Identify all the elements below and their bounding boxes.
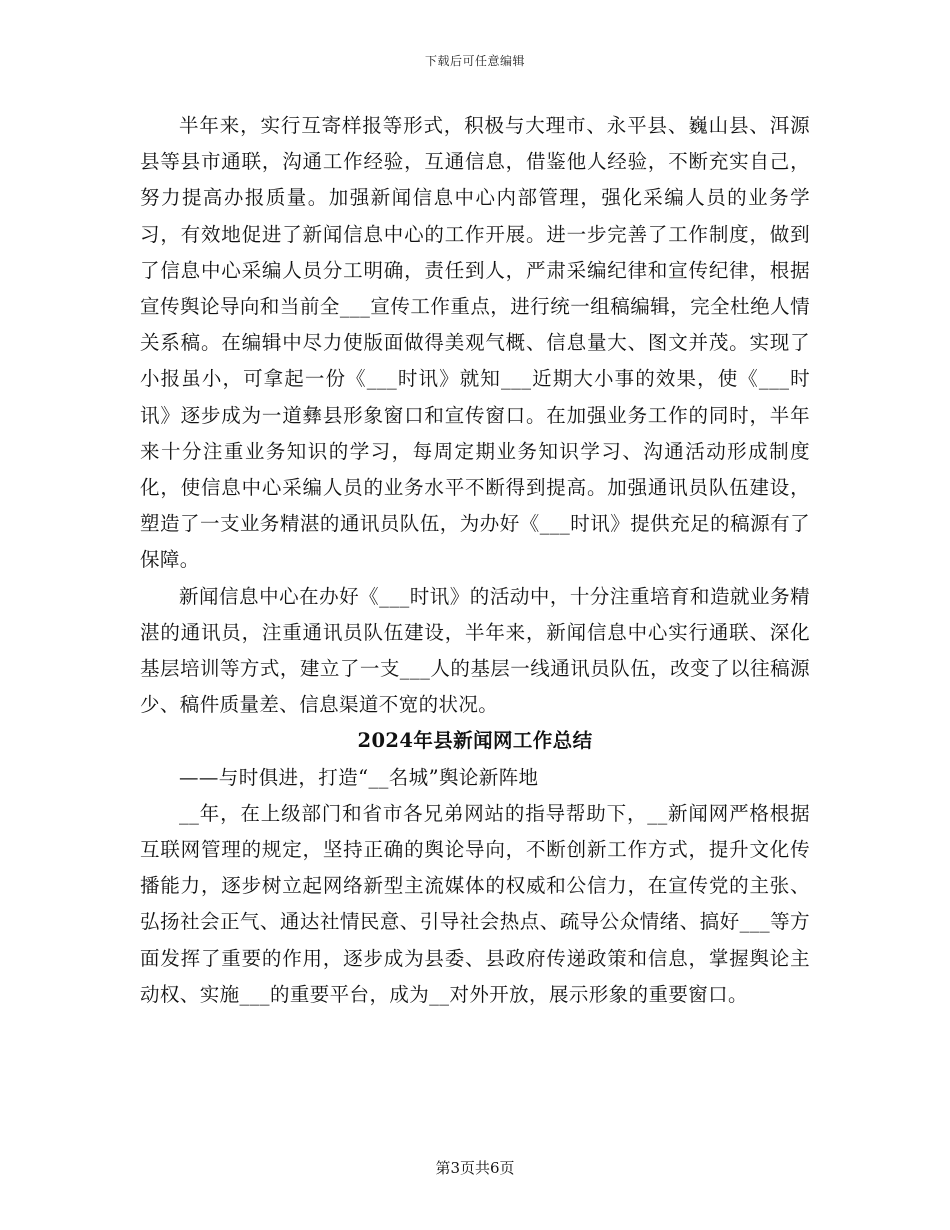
document-body [140, 108, 810, 1013]
paragraph: __年，在上级部门和省市各兄弟网站的指导帮助下，__新闻网严格根据互联网管理的规定，坚持正确的舆论导向，不断创新工作方式，提升文化传播能力，逐步树立起网络新型主流媒体的权威和公信力，在宣传党的主张、弘扬社会正气、通达社情民意、引导社会热点、疏导公众情绪、搞好___等方面发挥了重要的作用，逐步成为县委、县政府传递政策和信息，掌握舆论主动权、实施___的重要平台，成为__对外开放，展示形象的重要窗口。 [140, 801, 810, 1006]
header-note: 下载后可任意编辑 [424, 54, 525, 68]
paragraph: 半年来，实行互寄样报等形式，积极与大理市、永平县、巍山县、洱源县等县市通联，沟通工作经验，互通信息，借鉴他人经验，不断充实自己，努力提高办报质量。加强新闻信息中心内部管理，强化采编人员的业务学习，有效地促进了新闻信息中心的工作开展。进一步完善了工作制度，做到了信息中心采编人员分工明确，责任到人，严肃采编纪律和宣传纪律，根据宣传舆论导向和当前全___宣传工作重点，进行统一组稿编辑，完全杜绝人情关系稿。在编辑中尽力使版面做得美观气概、信息量大、图文并茂。实现了小报虽小，可拿起一份《___时讯》就知___近期大小事的效果，使《___时讯》逐步成为一道彝县形象窗口和宣传窗口。在加强业务工作的同时，半年来十分注重业务知识的学习，每周定期业务知识学习、沟通活动形成制度化，使信息中心采编人员的业务水平不断得到提高。加强通讯员队伍建设，塑造了一支业务精湛的通讯员队伍，为办好《___时讯》提供充足的稿源有了保障。 [140, 114, 810, 572]
page-number: 第3页共6页 [435, 1159, 515, 1177]
section-subtitle: ——与时俱进，打造“__名城”舆论新阵地 [179, 765, 539, 789]
paragraph: 新闻信息中心在办好《___时讯》的活动中，十分注重培育和造就业务精湛的通讯员，注重通讯员队伍建设，半年来，新闻信息中心实行通联、深化基层培训等方式，建立了一支___人的基层一线通讯员队伍，改变了以往稿源少、稿件质量差、信息渠道不宽的状况。 [140, 584, 810, 717]
section-title: 2024年县新闻网工作总结 [357, 729, 593, 753]
